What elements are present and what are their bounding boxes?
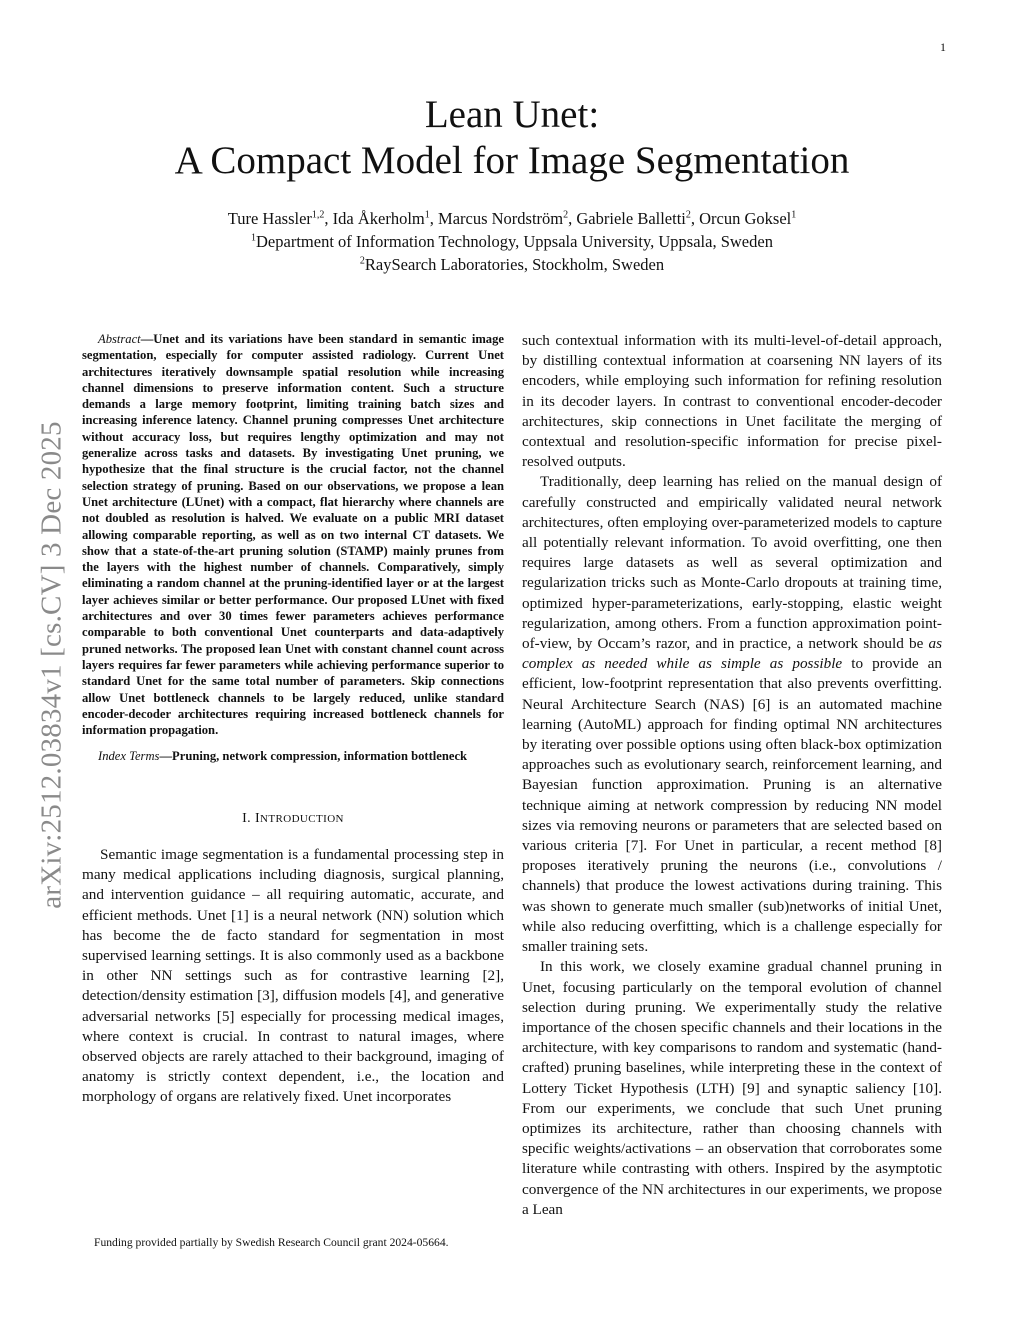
author-name: Marcus Nordström [438, 209, 564, 228]
affiliation-mark: 2 [359, 255, 365, 267]
affiliation-text: Department of Information Technology, Uppsala University, Uppsala, Sweden [256, 232, 773, 251]
affiliation-text: RaySearch Laboratories, Stockholm, Sweden [364, 255, 665, 274]
arxiv-identifier: arXiv:2512.03834v1 [cs.CV] 3 Dec 2025 [35, 421, 68, 909]
index-terms-dash: — [159, 749, 173, 764]
emphasized-text: as complex as needed while as simple as possible [522, 635, 942, 673]
section-title-rest: NTRODUCTION [260, 812, 344, 825]
title-line-2: A Compact Model for Image Segmentation [174, 139, 850, 182]
abstract [82, 331, 504, 738]
funding-footnote: Funding provided partially by Swedish Research Council grant 2024-05664. [94, 1236, 449, 1249]
paragraph-text: to provide an efficient, low-footprint representation that also prevents overfitting. Neural Architecture Search (NAS) [6] is an automated machine learning (AutoML) approach for finding optimal NN architectures by iterating over possible options using often black-box optimization approaches such as evolutionary search, reinforcement learning, and Bayesian function approximation. Pruning is an alternative technique aiming at network compression by reducing NN model sizes via removing neurons or parameters that are selected based on various criteria [7]. For Unet in particular, a recent method [8] proposes iteratively pruning the neurons (i.e., convolutions / channels) that produce the lowest activations during training. This was shown to generate much smaller (sub)networks of initial Unet, while also reducing overfitting, which is a challenge especially for smaller training sets. [522, 655, 942, 956]
body-paragraph: In this work, we closely examine gradual channel pruning in Unet, focusing particularly on the temporal evolution of channel selection during pruning. We experimentally study the relative importance of the chosen specific channels and their locations in the architecture, with key comparisons to random and systematic (hand-crafted) pruning baselines, while interpreting these in the context of Lottery Ticket Hypothesis (LTH) [9] and synaptic saliency [10]. From our experiments, we conclude that such Unet pruning optimizes its architecture, rather than choosing channels with specific weights/activations – an observation that corroborates some literature while contrasting with others. Inspired by the asymptotic convergence of the NN architectures in our experiments, we propose a Lean [522, 958, 942, 1218]
author-name: Gabriele Balletti [576, 209, 686, 228]
author-name: Orcun Goksel [699, 209, 792, 228]
body-paragraph: such contextual information with its multi-level-of-detail approach, by distilling contextual information at coarsening NN layers of its encoders, while employing such information for refining resolution in its decoder layers. In contrast to conventional encoder-decoder architectures, skip connections in Unet facilitate the merging of contextual and resolution-specific information for precise pixel-resolved outputs. [522, 332, 942, 471]
right-column [522, 331, 942, 1220]
author-affiliation-mark: 1,2 [311, 209, 325, 221]
affiliation-1 [0, 230, 1024, 253]
author-name: Ida Åkerholm [332, 209, 425, 228]
abstract-label: Abstract [98, 332, 141, 346]
page-number: 1 [940, 40, 946, 54]
body-paragraph [522, 472, 942, 957]
abstract-dash: — [140, 332, 154, 346]
author-affiliation-mark: 1 [791, 209, 797, 221]
paragraph-text: Traditionally, deep learning has relied on the manual design of carefully constructed and empirically validated neural network architectures, often employing over-parameterized models to capture all potentially relevant information. To avoid overfitting, one then requires large datasets as well as several optimization and regularization tricks such as Monte-Carlo dropouts at training time, optimized hyper-parameterizations, early-stopping, elastic weight regularization, among others. From a function approximation point-of-view, by Occam’s razor, and in practice, a network should be [522, 473, 942, 653]
section-initial: I [254, 810, 261, 826]
index-terms-label: Index Terms [98, 749, 160, 764]
author-block [0, 207, 1024, 276]
author-name: Ture Hassler [227, 209, 312, 228]
author-affiliation-mark: 1 [424, 209, 430, 221]
section-heading-introduction [82, 809, 504, 829]
index-terms-text: Pruning, network compression, information bottleneck [172, 749, 468, 764]
author-list: Ture Hassler$^{1,2}$, Ida Åkerholm$^1$, Marcus Nordström$^2$, Gabriele Balletti$^2$, Orcun Goksel$^1$ [227, 209, 797, 228]
left-column [82, 331, 504, 1108]
affiliation-mark: 1 [251, 232, 257, 244]
title-line-1: Lean Unet: [424, 93, 600, 136]
author-affiliation-mark: 2 [563, 209, 569, 221]
paper-title [0, 92, 1024, 184]
affiliation-2 [0, 253, 1024, 276]
abstract-text: Unet and its variations have been standard in semantic image segmentation, especially for computer assisted radiology. Current Unet architectures iteratively downsample spatial resolution while increasing channel dimensions to preserve information content. Such a structure demands a large memory footprint, limiting training batch sizes and increasing inference latency. Channel pruning compresses Unet architecture without accuracy loss, but requires lengthy optimization and may not generalize across tasks and datasets. By investigating Unet pruning, we hypothesize that the final structure is the crucial factor, not the channel selection strategy of pruning. Based on our observations, we propose a lean Unet architecture (LUnet) with a compact, flat hierarchy where channels are not doubled as resolution is halved. We evaluate on a public MRI dataset allowing comparable reporting, as well as on two internal CT datasets. We show that a state-of-the-art pruning solution (STAMP) mainly prunes from the layers with the highest number of channels. Comparatively, simply eliminating a random channel at the pruning-identified layer or at the largest layer achieves similar or better performance. Our proposed LUnet with fixed architectures and over 30 times fewer parameters achieves performance comparable to both conventional Unet counterparts and data-adaptively pruned networks. The proposed lean Unet with constant channel count across layers requires far fewer parameters while achieving performance superior to standard Unet for the same total number of parameters. Skip connections allow Unet bottleneck channels to be largely reduced, unlike standard encoder-decoder architectures requiring increased bottleneck channels for information propagation. [82, 332, 504, 738]
index-terms [82, 748, 504, 764]
section-numeral: I. [242, 810, 255, 826]
author-affiliation-mark: 2 [685, 209, 691, 221]
intro-paragraph: Semantic image segmentation is a fundamental processing step in many medical applications including diagnosis, surgical planning, and intervention guidance – all requiring automatic, accurate, and efficient methods. Unet [1] is a neural network (NN) solution which has become the de facto standard for segmentation in most supervised learning settings. It is also commonly used as a backbone in other NN settings such as for contrastive learning [2], detection/density estimation [3], diffusion models [4], and generative adversarial networks [5] especially for processing medical images, where context is crucial. In contrast to natural images, where observed objects are rarely attached to their background, imaging of anatomy is strictly context dependent, i.e., the location and morphology of organs are relatively fixed. Unet incorporates [82, 845, 504, 1106]
